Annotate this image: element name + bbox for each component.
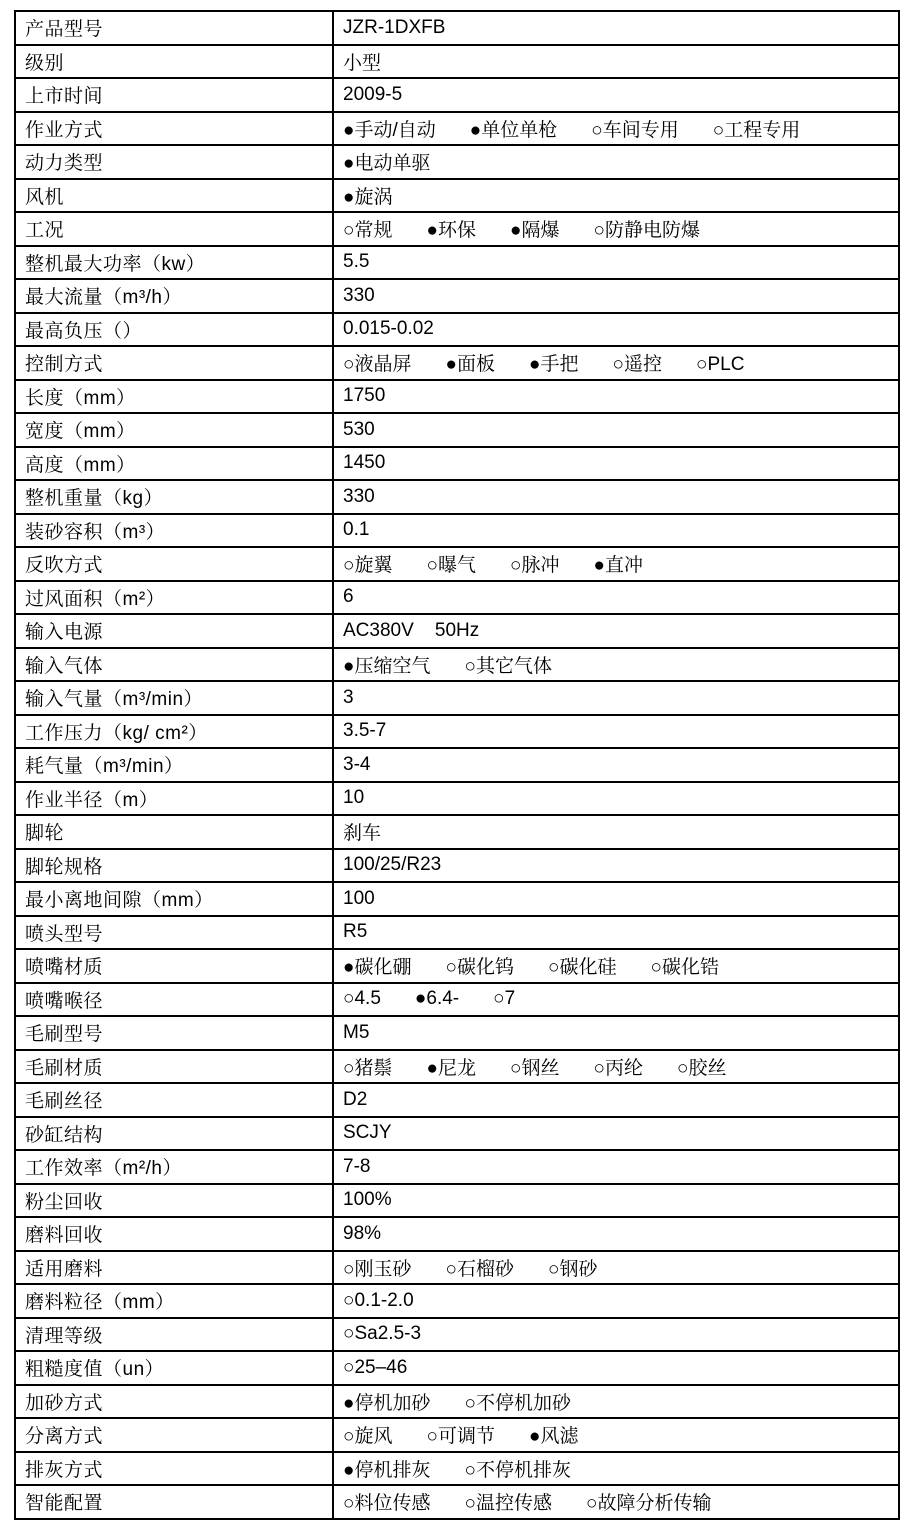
option-label: PLC [707,354,745,376]
option-label: 停机加砂 [354,1392,431,1414]
spec-value [333,1251,899,1285]
filled-radio-icon: ● [529,1426,541,1448]
spec-label: 适用磨料 [15,1251,333,1285]
spec-value: 98% [333,1217,899,1251]
radio-option-selected [343,1388,431,1415]
spec-label: 输入气量（m³/min） [15,681,333,715]
option-label: 液晶屏 [354,354,412,376]
table-row [15,547,899,581]
radio-option-unselected [343,1421,393,1448]
spec-label: 宽度（mm） [15,413,333,447]
spec-label: 装砂容积（m³） [15,514,333,548]
filled-radio-icon: ● [593,555,605,577]
filled-radio-icon: ● [343,957,355,979]
table-row [15,480,899,514]
radio-option-selected [529,349,579,376]
option-label: 电动单驱 [354,153,431,175]
spec-label: 高度（mm） [15,447,333,481]
radio-option-selected [470,115,558,142]
filled-radio-icon: ● [343,1459,355,1481]
spec-label: 砂缸结构 [15,1117,333,1151]
empty-radio-icon: ○ [343,220,355,242]
empty-radio-icon: ○ [343,1289,355,1311]
spec-label: 加砂方式 [15,1385,333,1419]
radio-option-unselected [510,550,560,577]
option-label: 其它气体 [475,655,552,677]
spec-label: 输入气体 [15,648,333,682]
empty-radio-icon: ○ [493,988,505,1010]
spec-label: 风机 [15,179,333,213]
empty-radio-icon: ○ [593,1057,605,1079]
spec-label: 清理等级 [15,1318,333,1352]
empty-radio-icon: ○ [343,1057,355,1079]
spec-label: 毛刷材质 [15,1050,333,1084]
table-row [15,413,899,447]
table-row [15,78,899,112]
table-row [15,815,899,849]
table-row [15,1385,899,1419]
table-row [15,11,899,45]
radio-option-unselected [548,1254,598,1281]
table-row [15,346,899,380]
spec-value [333,112,899,146]
radio-option-unselected [343,988,381,1010]
empty-radio-icon: ○ [343,555,355,577]
radio-option-selected [343,651,431,678]
option-label: 停机排灰 [354,1459,431,1481]
table-row [15,849,899,883]
table-row [15,882,899,916]
table-row [15,1418,899,1452]
radio-option-unselected [510,1053,560,1080]
empty-radio-icon: ○ [445,957,457,979]
table-row [15,748,899,782]
table-row [15,916,899,950]
radio-option-selected [529,1421,579,1448]
spec-value: 330 [333,480,899,514]
table-row [15,1050,899,1084]
radio-option-unselected [586,1488,712,1515]
empty-radio-icon: ○ [548,957,560,979]
empty-radio-icon: ○ [593,220,605,242]
spec-label: 工况 [15,212,333,246]
spec-value: 1750 [333,380,899,414]
radio-option-selected [415,988,459,1010]
spec-label: 智能配置 [15,1485,333,1519]
spec-label: 作业方式 [15,112,333,146]
empty-radio-icon: ○ [343,354,355,376]
spec-value: 0.015-0.02 [333,313,899,347]
option-label: 石榴砂 [456,1258,514,1280]
radio-option-unselected [465,1455,572,1482]
empty-radio-icon: ○ [712,119,725,141]
option-label: 车间专用 [602,119,679,141]
option-label: 0.1-2.0 [354,1289,414,1311]
spec-value [333,212,899,246]
spec-value: 100% [333,1184,899,1218]
spec-label: 喷嘴喉径 [15,983,333,1017]
spec-value [333,547,899,581]
radio-option-unselected [427,550,477,577]
empty-radio-icon: ○ [586,1493,598,1515]
option-label: 防静电防爆 [604,220,700,242]
table-row [15,1150,899,1184]
table-row [15,1318,899,1352]
table-row [15,112,899,146]
option-label: 旋风 [354,1426,393,1448]
spec-value: 3.5-7 [333,715,899,749]
spec-label: 喷嘴材质 [15,949,333,983]
option-label: 碳化锆 [661,957,719,979]
option-label: 可调节 [437,1426,495,1448]
table-row [15,1117,899,1151]
option-label: 碳化钨 [456,957,514,979]
option-label: 隔爆 [521,220,560,242]
spec-table [14,10,900,1520]
spec-value: 5.5 [333,246,899,280]
option-label: 环保 [437,220,476,242]
radio-option-unselected [493,988,515,1010]
spec-label: 磨料回收 [15,1217,333,1251]
table-row [15,648,899,682]
radio-option-unselected [343,1488,431,1515]
radio-option-unselected [343,1053,393,1080]
spec-label: 粗糙度值（un） [15,1351,333,1385]
table-row [15,380,899,414]
option-label: 钢丝 [521,1057,560,1079]
spec-value [333,1351,899,1385]
table-row [15,1083,899,1117]
empty-radio-icon: ○ [510,1057,522,1079]
filled-radio-icon: ● [469,119,482,141]
filled-radio-icon: ● [414,988,427,1010]
table-row [15,614,899,648]
filled-radio-icon: ● [343,186,355,208]
table-row [15,1351,899,1385]
option-label: 常规 [354,220,393,242]
radio-option-selected [446,349,496,376]
spec-label: 控制方式 [15,346,333,380]
filled-radio-icon: ● [426,1057,438,1079]
spec-value: 3 [333,681,899,715]
option-label: 钢砂 [559,1258,598,1280]
filled-radio-icon: ● [343,153,355,175]
empty-radio-icon: ○ [343,1323,355,1345]
table-row [15,447,899,481]
spec-label: 整机最大功率（kw） [15,246,333,280]
table-row [15,983,899,1017]
radio-option-selected [427,215,477,242]
empty-radio-icon: ○ [612,354,624,376]
spec-value [333,1318,899,1352]
option-label: 故障分析传输 [597,1493,712,1515]
radio-option-unselected [446,952,515,979]
radio-option-selected [510,215,560,242]
spec-label: 磨料粒径（mm） [15,1284,333,1318]
spec-label: 脚轮规格 [15,849,333,883]
spec-value: 7-8 [333,1150,899,1184]
spec-value: 100/25/R23 [333,849,899,883]
table-row [15,179,899,213]
spec-label: 输入电源 [15,614,333,648]
spec-label: 最大流量（m³/h） [15,279,333,313]
spec-value [333,1284,899,1318]
table-row [15,145,899,179]
table-row [15,581,899,615]
table-row [15,1184,899,1218]
spec-value: 330 [333,279,899,313]
filled-radio-icon: ● [510,220,522,242]
option-label: 7 [504,988,516,1010]
option-label: 手动/自动 [354,119,436,141]
table-row [15,514,899,548]
empty-radio-icon: ○ [464,655,476,677]
radio-option-selected [343,1455,431,1482]
table-row [15,1251,899,1285]
spec-value: 530 [333,413,899,447]
empty-radio-icon: ○ [677,1057,689,1079]
radio-option-selected [343,148,431,175]
table-row [15,313,899,347]
spec-value [333,648,899,682]
filled-radio-icon: ● [343,1392,355,1414]
option-label: 6.4- [426,988,460,1010]
spec-label: 产品型号 [15,11,333,45]
radio-option-selected [343,182,393,209]
spec-value [333,346,899,380]
spec-label: 长度（mm） [15,380,333,414]
spec-value: SCJY [333,1117,899,1151]
empty-radio-icon: ○ [464,1392,476,1414]
option-label: 温控传感 [475,1493,552,1515]
option-label: Sa2.5-3 [354,1323,422,1345]
table-row [15,279,899,313]
table-row [15,1016,899,1050]
radio-option-unselected [343,1290,414,1312]
spec-label: 级别 [15,45,333,79]
spec-label: 工作压力（kg/ cm²） [15,715,333,749]
spec-value [333,1385,899,1419]
radio-option-unselected [465,1388,572,1415]
filled-radio-icon: ● [529,354,541,376]
radio-option-selected [343,115,436,142]
radio-option-unselected [677,1053,727,1080]
option-label: 25–46 [354,1356,408,1378]
radio-option-unselected [343,1323,421,1345]
spec-value [333,145,899,179]
spec-label: 毛刷型号 [15,1016,333,1050]
option-label: 不停机排灰 [475,1459,571,1481]
spec-value [333,1452,899,1486]
empty-radio-icon: ○ [343,1258,355,1280]
option-label: 单位单枪 [481,119,558,141]
option-label: 猪鬃 [354,1057,393,1079]
empty-radio-icon: ○ [650,957,662,979]
option-label: 脉冲 [521,555,560,577]
empty-radio-icon: ○ [343,1493,355,1515]
empty-radio-icon: ○ [696,354,708,376]
spec-label: 喷头型号 [15,916,333,950]
spec-label: 最高负压（） [15,313,333,347]
spec-label: 过风面积（m²） [15,581,333,615]
radio-option-unselected [548,952,617,979]
empty-radio-icon: ○ [464,1459,476,1481]
radio-option-unselected [446,1254,515,1281]
spec-label: 耗气量（m³/min） [15,748,333,782]
radio-option-unselected [613,349,663,376]
empty-radio-icon: ○ [591,119,603,141]
filled-radio-icon: ● [445,354,457,376]
table-row [15,715,899,749]
option-label: 丙纶 [604,1057,643,1079]
radio-option-unselected [427,1421,496,1448]
spec-value [333,1050,899,1084]
filled-radio-icon: ● [343,119,355,141]
radio-option-unselected [591,115,679,142]
spec-value [333,1485,899,1519]
spec-label: 最小离地间隙（mm） [15,882,333,916]
table-row [15,1217,899,1251]
empty-radio-icon: ○ [548,1258,560,1280]
radio-option-unselected [713,115,801,142]
option-label: 碳化硅 [559,957,617,979]
option-label: 风滤 [540,1426,579,1448]
option-label: 直冲 [604,555,643,577]
spec-value: 0.1 [333,514,899,548]
radio-option-unselected [696,354,744,376]
empty-radio-icon: ○ [343,1356,355,1378]
radio-option-unselected [465,1488,553,1515]
table-row [15,1284,899,1318]
radio-option-selected [594,550,644,577]
option-label: 4.5 [354,988,381,1010]
radio-option-unselected [594,215,701,242]
spec-label: 粉尘回收 [15,1184,333,1218]
option-label: 旋涡 [354,186,393,208]
table-row [15,949,899,983]
spec-value: JZR-1DXFB [333,11,899,45]
option-label: 手把 [540,354,579,376]
option-label: 不停机加砂 [475,1392,571,1414]
spec-value: 小型 [333,45,899,79]
option-label: 旋翼 [354,555,393,577]
option-label: 面板 [456,354,495,376]
radio-option-unselected [465,651,553,678]
filled-radio-icon: ● [343,655,355,677]
spec-table-body [15,11,899,1519]
spec-value: R5 [333,916,899,950]
spec-value: 刹车 [333,815,899,849]
spec-label: 上市时间 [15,78,333,112]
option-label: 碳化硼 [354,957,412,979]
spec-label: 整机重量（kg） [15,480,333,514]
radio-option-unselected [343,1254,412,1281]
empty-radio-icon: ○ [343,1426,355,1448]
spec-value: D2 [333,1083,899,1117]
empty-radio-icon: ○ [445,1258,457,1280]
option-label: 工程专用 [724,119,801,141]
option-label: 胶丝 [688,1057,727,1079]
empty-radio-icon: ○ [426,1426,438,1448]
table-row [15,681,899,715]
radio-option-unselected [343,550,393,577]
spec-label: 分离方式 [15,1418,333,1452]
empty-radio-icon: ○ [426,555,438,577]
option-label: 遥控 [623,354,662,376]
spec-label: 脚轮 [15,815,333,849]
radio-option-unselected [343,215,393,242]
spec-value [333,179,899,213]
spec-value [333,983,899,1017]
option-label: 尼龙 [437,1057,476,1079]
option-label: 料位传感 [354,1493,431,1515]
spec-label: 反吹方式 [15,547,333,581]
spec-value: M5 [333,1016,899,1050]
radio-option-selected [343,952,412,979]
spec-value: AC380V 50Hz [333,614,899,648]
radio-option-unselected [651,952,720,979]
spec-value: 3-4 [333,748,899,782]
spec-value: 1450 [333,447,899,481]
empty-radio-icon: ○ [343,988,355,1010]
radio-option-unselected [343,1357,407,1379]
option-label: 曝气 [437,555,476,577]
table-row [15,45,899,79]
radio-option-selected [427,1053,477,1080]
option-label: 压缩空气 [354,655,431,677]
spec-value [333,949,899,983]
radio-option-unselected [343,349,412,376]
spec-value: 6 [333,581,899,615]
spec-label: 动力类型 [15,145,333,179]
table-row [15,246,899,280]
spec-label: 排灰方式 [15,1452,333,1486]
option-label: 刚玉砂 [354,1258,412,1280]
empty-radio-icon: ○ [464,1493,476,1515]
spec-label: 作业半径（m） [15,782,333,816]
radio-option-unselected [594,1053,644,1080]
spec-value: 2009-5 [333,78,899,112]
empty-radio-icon: ○ [510,555,522,577]
table-row [15,1452,899,1486]
table-row [15,212,899,246]
spec-value [333,1418,899,1452]
spec-value: 100 [333,882,899,916]
spec-label: 毛刷丝径 [15,1083,333,1117]
table-row [15,1485,899,1519]
spec-value: 10 [333,782,899,816]
table-row [15,782,899,816]
spec-label: 工作效率（m²/h） [15,1150,333,1184]
filled-radio-icon: ● [426,220,438,242]
